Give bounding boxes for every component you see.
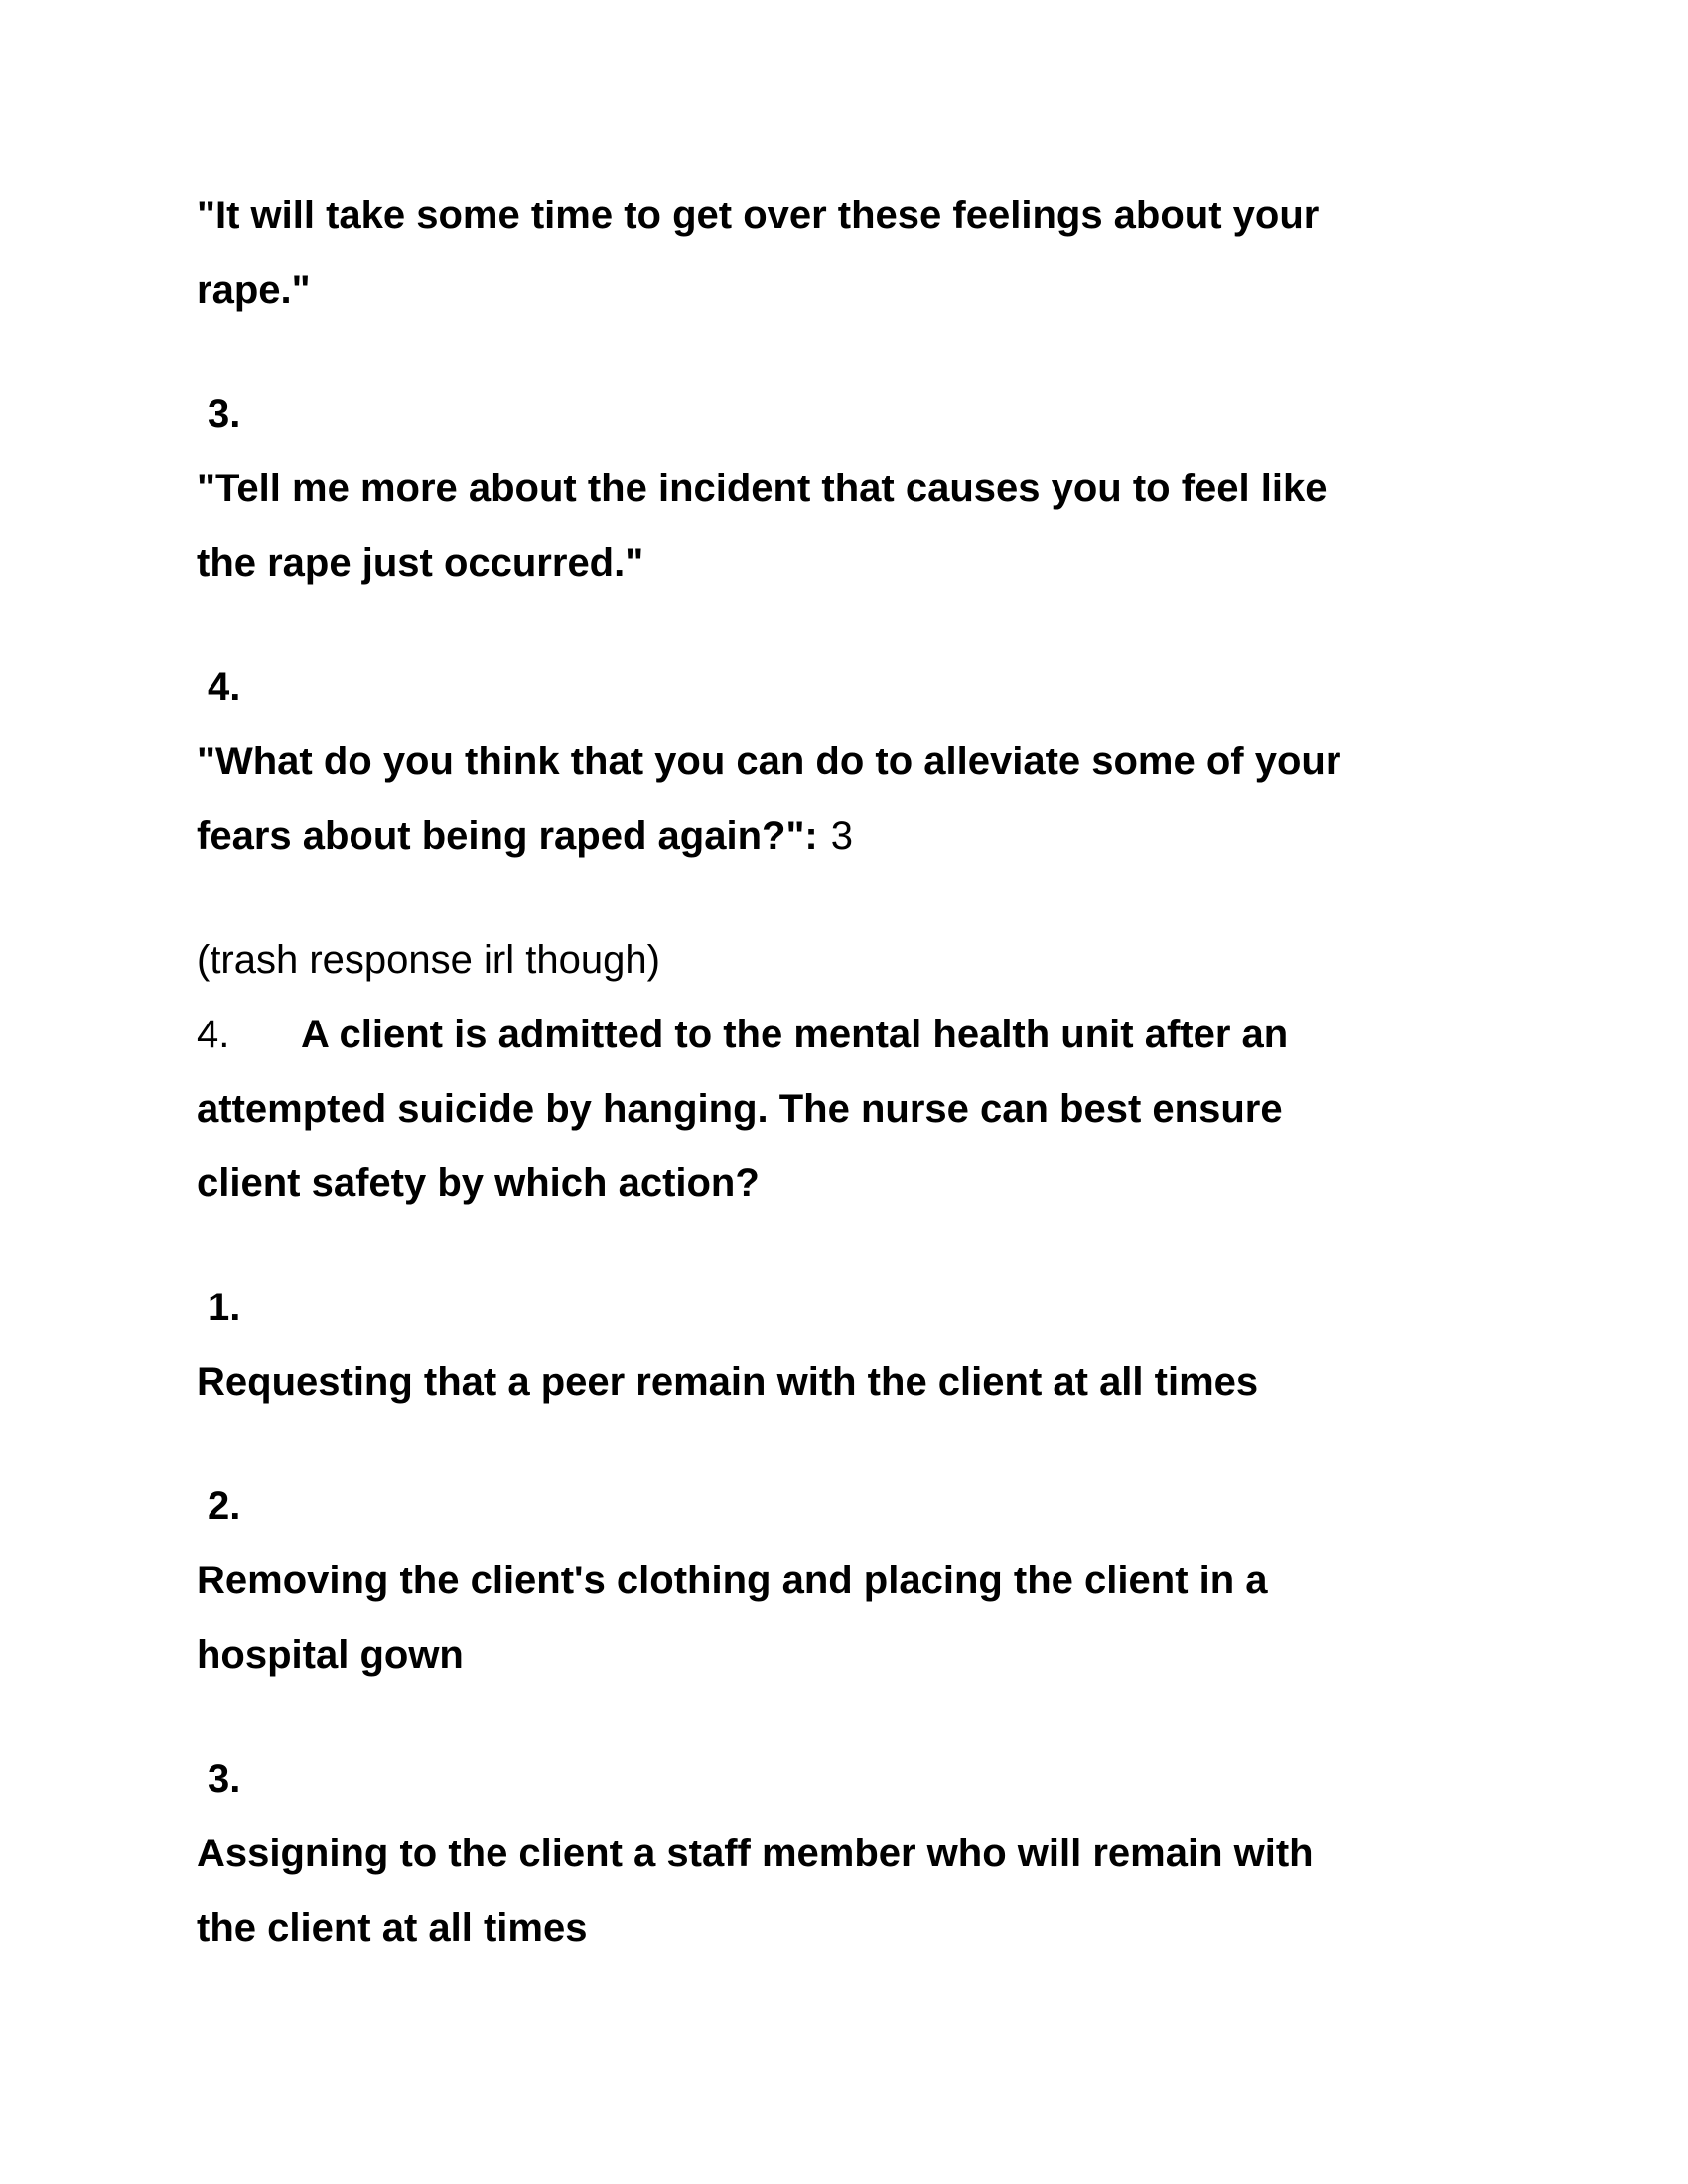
quote-text: fears about being raped again?":: [197, 814, 818, 858]
answer-option-block: [197, 650, 1340, 874]
quote-line: rape.": [197, 268, 311, 312]
quote-line: the rape just occurred.": [197, 541, 644, 585]
option-text-line: Assigning to the client a staff member who will remain with: [197, 1832, 1314, 1875]
answer-key-value: 3: [830, 814, 853, 858]
answer-option-block: [197, 1271, 1340, 1420]
option-number: 3.: [208, 1757, 241, 1801]
option-number: 2.: [208, 1484, 241, 1528]
quote-line: "It will take some time to get over these feelings about your: [197, 194, 1320, 237]
question-number: 4.: [197, 1013, 230, 1056]
option-number: 4.: [208, 665, 241, 709]
option-number: 1.: [208, 1286, 241, 1329]
quote-line: "What do you think that you can do to alleviate some of your: [197, 740, 1341, 783]
option-number: 3.: [208, 392, 241, 436]
question-text: A client is admitted to the mental health unit after an: [301, 1013, 1289, 1056]
answer-option-block: [197, 1469, 1340, 1693]
option-text-line: hospital gown: [197, 1633, 464, 1677]
note-line: (trash response irl though): [197, 938, 660, 982]
option-text-line: the client at all times: [197, 1906, 588, 1950]
quote-line: [197, 799, 1340, 874]
answer-option-block: [197, 179, 1340, 328]
quote-line: "Tell me more about the incident that causes you to feel like: [197, 467, 1328, 510]
question-block: [197, 923, 1340, 1221]
option-text-line: Removing the client's clothing and placing the client in a: [197, 1559, 1268, 1602]
answer-option-block: [197, 377, 1340, 601]
question-line: client safety by which action?: [197, 1161, 760, 1205]
answer-option-block: [197, 1742, 1340, 1966]
question-line: attempted suicide by hanging. The nurse can best ensure: [197, 1087, 1283, 1131]
question-line: [197, 998, 1340, 1072]
document-body: [197, 179, 1340, 2015]
option-text-line: Requesting that a peer remain with the client at all times: [197, 1360, 1259, 1404]
